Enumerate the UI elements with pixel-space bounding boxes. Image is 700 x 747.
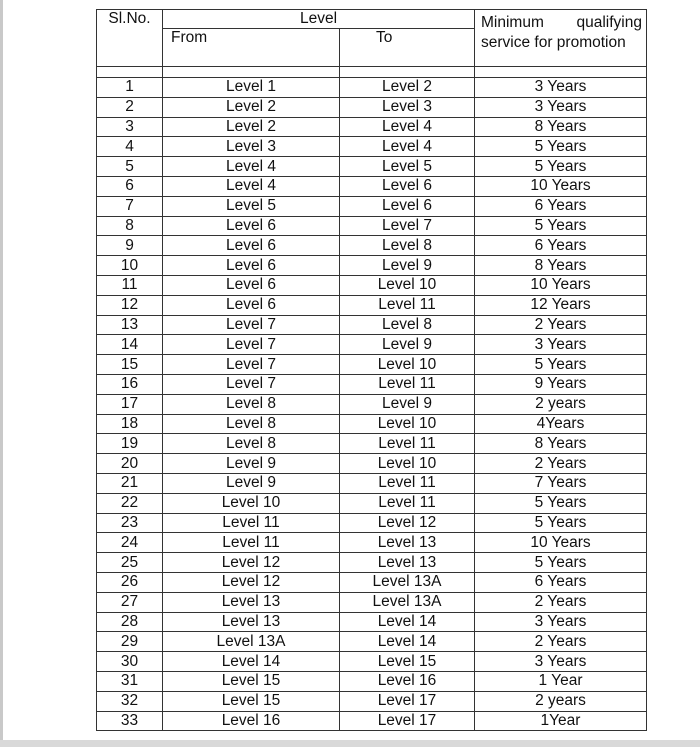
cell-to-level: Level 2 <box>340 78 475 98</box>
cell-min-service: 6 Years <box>475 236 647 256</box>
cell-from-level: Level 13A <box>163 632 340 652</box>
cell-from-level: Level 7 <box>163 335 340 355</box>
cell-to-level: Level 5 <box>340 157 475 177</box>
table-row <box>97 78 647 98</box>
spacer-cell <box>163 67 340 78</box>
cell-sl-no: 27 <box>97 592 163 612</box>
table-row <box>97 553 647 573</box>
cell-to-level: Level 10 <box>340 355 475 375</box>
table-row <box>97 216 647 236</box>
cell-min-service: 7 Years <box>475 473 647 493</box>
cell-min-service: 3 Years <box>475 335 647 355</box>
table-row <box>97 196 647 216</box>
cell-from-level: Level 7 <box>163 315 340 335</box>
table-row <box>97 473 647 493</box>
table-row <box>97 335 647 355</box>
cell-min-service: 5 Years <box>475 513 647 533</box>
page-bottom-edge <box>0 740 700 747</box>
cell-sl-no: 1 <box>97 78 163 98</box>
cell-sl-no: 30 <box>97 652 163 672</box>
header-level: Level <box>163 10 475 29</box>
cell-to-level: Level 13 <box>340 533 475 553</box>
table-row <box>97 355 647 375</box>
cell-to-level: Level 10 <box>340 454 475 474</box>
cell-to-level: Level 12 <box>340 513 475 533</box>
header-to: To <box>340 29 475 67</box>
cell-min-service: 5 Years <box>475 157 647 177</box>
cell-to-level: Level 9 <box>340 256 475 276</box>
table-row <box>97 652 647 672</box>
cell-sl-no: 5 <box>97 157 163 177</box>
cell-from-level: Level 15 <box>163 671 340 691</box>
cell-sl-no: 21 <box>97 473 163 493</box>
cell-to-level: Level 13A <box>340 572 475 592</box>
cell-from-level: Level 6 <box>163 236 340 256</box>
cell-min-service: 2 Years <box>475 315 647 335</box>
cell-sl-no: 6 <box>97 176 163 196</box>
spacer-cell <box>97 67 163 78</box>
cell-min-service: 5 Years <box>475 355 647 375</box>
cell-sl-no: 20 <box>97 454 163 474</box>
cell-sl-no: 23 <box>97 513 163 533</box>
cell-from-level: Level 2 <box>163 117 340 137</box>
cell-from-level: Level 13 <box>163 592 340 612</box>
cell-min-service: 4Years <box>475 414 647 434</box>
cell-to-level: Level 14 <box>340 612 475 632</box>
spacer-cell <box>340 67 475 78</box>
promotion-service-table <box>96 9 647 731</box>
cell-min-service: 8 Years <box>475 434 647 454</box>
header-min-word: Minimum <box>481 14 544 31</box>
cell-sl-no: 32 <box>97 691 163 711</box>
cell-sl-no: 12 <box>97 295 163 315</box>
cell-to-level: Level 11 <box>340 473 475 493</box>
cell-sl-no: 25 <box>97 553 163 573</box>
table-row <box>97 592 647 612</box>
cell-min-service: 8 Years <box>475 117 647 137</box>
cell-from-level: Level 6 <box>163 216 340 236</box>
cell-sl-no: 8 <box>97 216 163 236</box>
cell-min-service: 12 Years <box>475 295 647 315</box>
cell-to-level: Level 17 <box>340 711 475 731</box>
table-row <box>97 117 647 137</box>
table-row <box>97 711 647 731</box>
table-row <box>97 454 647 474</box>
cell-min-service: 2 Years <box>475 592 647 612</box>
cell-sl-no: 24 <box>97 533 163 553</box>
cell-sl-no: 4 <box>97 137 163 157</box>
cell-to-level: Level 16 <box>340 671 475 691</box>
cell-sl-no: 16 <box>97 374 163 394</box>
cell-from-level: Level 5 <box>163 196 340 216</box>
cell-from-level: Level 3 <box>163 137 340 157</box>
page-left-edge <box>0 0 3 747</box>
cell-sl-no: 13 <box>97 315 163 335</box>
cell-min-service: 2 Years <box>475 632 647 652</box>
cell-to-level: Level 10 <box>340 275 475 295</box>
cell-to-level: Level 7 <box>340 216 475 236</box>
cell-min-service: 1 Year <box>475 671 647 691</box>
cell-min-service: 6 Years <box>475 572 647 592</box>
header-from: From <box>163 29 340 67</box>
cell-from-level: Level 2 <box>163 97 340 117</box>
table-row <box>97 533 647 553</box>
table-row <box>97 157 647 177</box>
cell-min-service: 10 Years <box>475 533 647 553</box>
table-row <box>97 493 647 513</box>
table-row <box>97 394 647 414</box>
cell-to-level: Level 11 <box>340 434 475 454</box>
cell-from-level: Level 11 <box>163 533 340 553</box>
header-min-service-line1 <box>481 13 642 33</box>
table-row <box>97 691 647 711</box>
cell-from-level: Level 7 <box>163 374 340 394</box>
cell-min-service: 3 Years <box>475 652 647 672</box>
cell-min-service: 5 Years <box>475 137 647 157</box>
cell-from-level: Level 8 <box>163 434 340 454</box>
cell-min-service: 2 years <box>475 691 647 711</box>
header-spacer-row <box>97 67 647 78</box>
table-header <box>97 10 647 67</box>
cell-to-level: Level 11 <box>340 493 475 513</box>
cell-sl-no: 19 <box>97 434 163 454</box>
cell-to-level: Level 11 <box>340 295 475 315</box>
table-row <box>97 97 647 117</box>
cell-to-level: Level 15 <box>340 652 475 672</box>
cell-min-service: 5 Years <box>475 493 647 513</box>
cell-min-service: 10 Years <box>475 176 647 196</box>
table-row <box>97 612 647 632</box>
cell-from-level: Level 8 <box>163 394 340 414</box>
cell-from-level: Level 1 <box>163 78 340 98</box>
table-row <box>97 434 647 454</box>
cell-from-level: Level 15 <box>163 691 340 711</box>
cell-to-level: Level 11 <box>340 374 475 394</box>
spacer-cell <box>475 67 647 78</box>
cell-to-level: Level 6 <box>340 176 475 196</box>
cell-to-level: Level 6 <box>340 196 475 216</box>
cell-min-service: 6 Years <box>475 196 647 216</box>
cell-min-service: 3 Years <box>475 612 647 632</box>
table-row <box>97 671 647 691</box>
cell-to-level: Level 14 <box>340 632 475 652</box>
cell-sl-no: 29 <box>97 632 163 652</box>
cell-to-level: Level 9 <box>340 394 475 414</box>
cell-to-level: Level 4 <box>340 137 475 157</box>
cell-sl-no: 33 <box>97 711 163 731</box>
cell-to-level: Level 10 <box>340 414 475 434</box>
table-row <box>97 513 647 533</box>
cell-to-level: Level 13 <box>340 553 475 573</box>
cell-from-level: Level 4 <box>163 157 340 177</box>
cell-sl-no: 31 <box>97 671 163 691</box>
header-sl-no: Sl.No. <box>97 10 163 67</box>
cell-sl-no: 3 <box>97 117 163 137</box>
cell-min-service: 2 Years <box>475 454 647 474</box>
cell-to-level: Level 13A <box>340 592 475 612</box>
cell-to-level: Level 17 <box>340 691 475 711</box>
cell-from-level: Level 4 <box>163 176 340 196</box>
header-min-service-line2: service for promotion <box>481 34 626 51</box>
cell-to-level: Level 9 <box>340 335 475 355</box>
cell-to-level: Level 8 <box>340 236 475 256</box>
cell-from-level: Level 14 <box>163 652 340 672</box>
cell-sl-no: 18 <box>97 414 163 434</box>
table-row <box>97 632 647 652</box>
cell-sl-no: 17 <box>97 394 163 414</box>
table-row <box>97 236 647 256</box>
table-row <box>97 176 647 196</box>
table-row <box>97 572 647 592</box>
cell-min-service: 3 Years <box>475 78 647 98</box>
cell-sl-no: 2 <box>97 97 163 117</box>
cell-from-level: Level 9 <box>163 454 340 474</box>
cell-from-level: Level 11 <box>163 513 340 533</box>
cell-from-level: Level 6 <box>163 256 340 276</box>
cell-min-service: 5 Years <box>475 553 647 573</box>
table-row <box>97 374 647 394</box>
cell-from-level: Level 12 <box>163 572 340 592</box>
cell-to-level: Level 4 <box>340 117 475 137</box>
cell-sl-no: 7 <box>97 196 163 216</box>
cell-min-service: 2 years <box>475 394 647 414</box>
cell-min-service: 9 Years <box>475 374 647 394</box>
cell-min-service: 5 Years <box>475 216 647 236</box>
cell-sl-no: 22 <box>97 493 163 513</box>
cell-sl-no: 26 <box>97 572 163 592</box>
cell-sl-no: 11 <box>97 275 163 295</box>
cell-sl-no: 9 <box>97 236 163 256</box>
table-row <box>97 414 647 434</box>
cell-from-level: Level 12 <box>163 553 340 573</box>
cell-from-level: Level 9 <box>163 473 340 493</box>
cell-from-level: Level 7 <box>163 355 340 375</box>
cell-from-level: Level 6 <box>163 295 340 315</box>
header-qualifying-word: qualifying <box>576 14 642 31</box>
cell-min-service: 8 Years <box>475 256 647 276</box>
cell-from-level: Level 10 <box>163 493 340 513</box>
cell-sl-no: 10 <box>97 256 163 276</box>
cell-min-service: 3 Years <box>475 97 647 117</box>
cell-sl-no: 14 <box>97 335 163 355</box>
table-row <box>97 315 647 335</box>
cell-to-level: Level 8 <box>340 315 475 335</box>
table-row <box>97 295 647 315</box>
cell-min-service: 10 Years <box>475 275 647 295</box>
cell-min-service: 1Year <box>475 711 647 731</box>
cell-to-level: Level 3 <box>340 97 475 117</box>
table-row <box>97 256 647 276</box>
cell-sl-no: 15 <box>97 355 163 375</box>
cell-sl-no: 28 <box>97 612 163 632</box>
cell-from-level: Level 16 <box>163 711 340 731</box>
table-row <box>97 137 647 157</box>
cell-from-level: Level 13 <box>163 612 340 632</box>
cell-from-level: Level 8 <box>163 414 340 434</box>
table-body <box>97 67 647 731</box>
header-min-service <box>475 10 647 67</box>
cell-from-level: Level 6 <box>163 275 340 295</box>
table-row <box>97 275 647 295</box>
document-page <box>96 9 646 731</box>
